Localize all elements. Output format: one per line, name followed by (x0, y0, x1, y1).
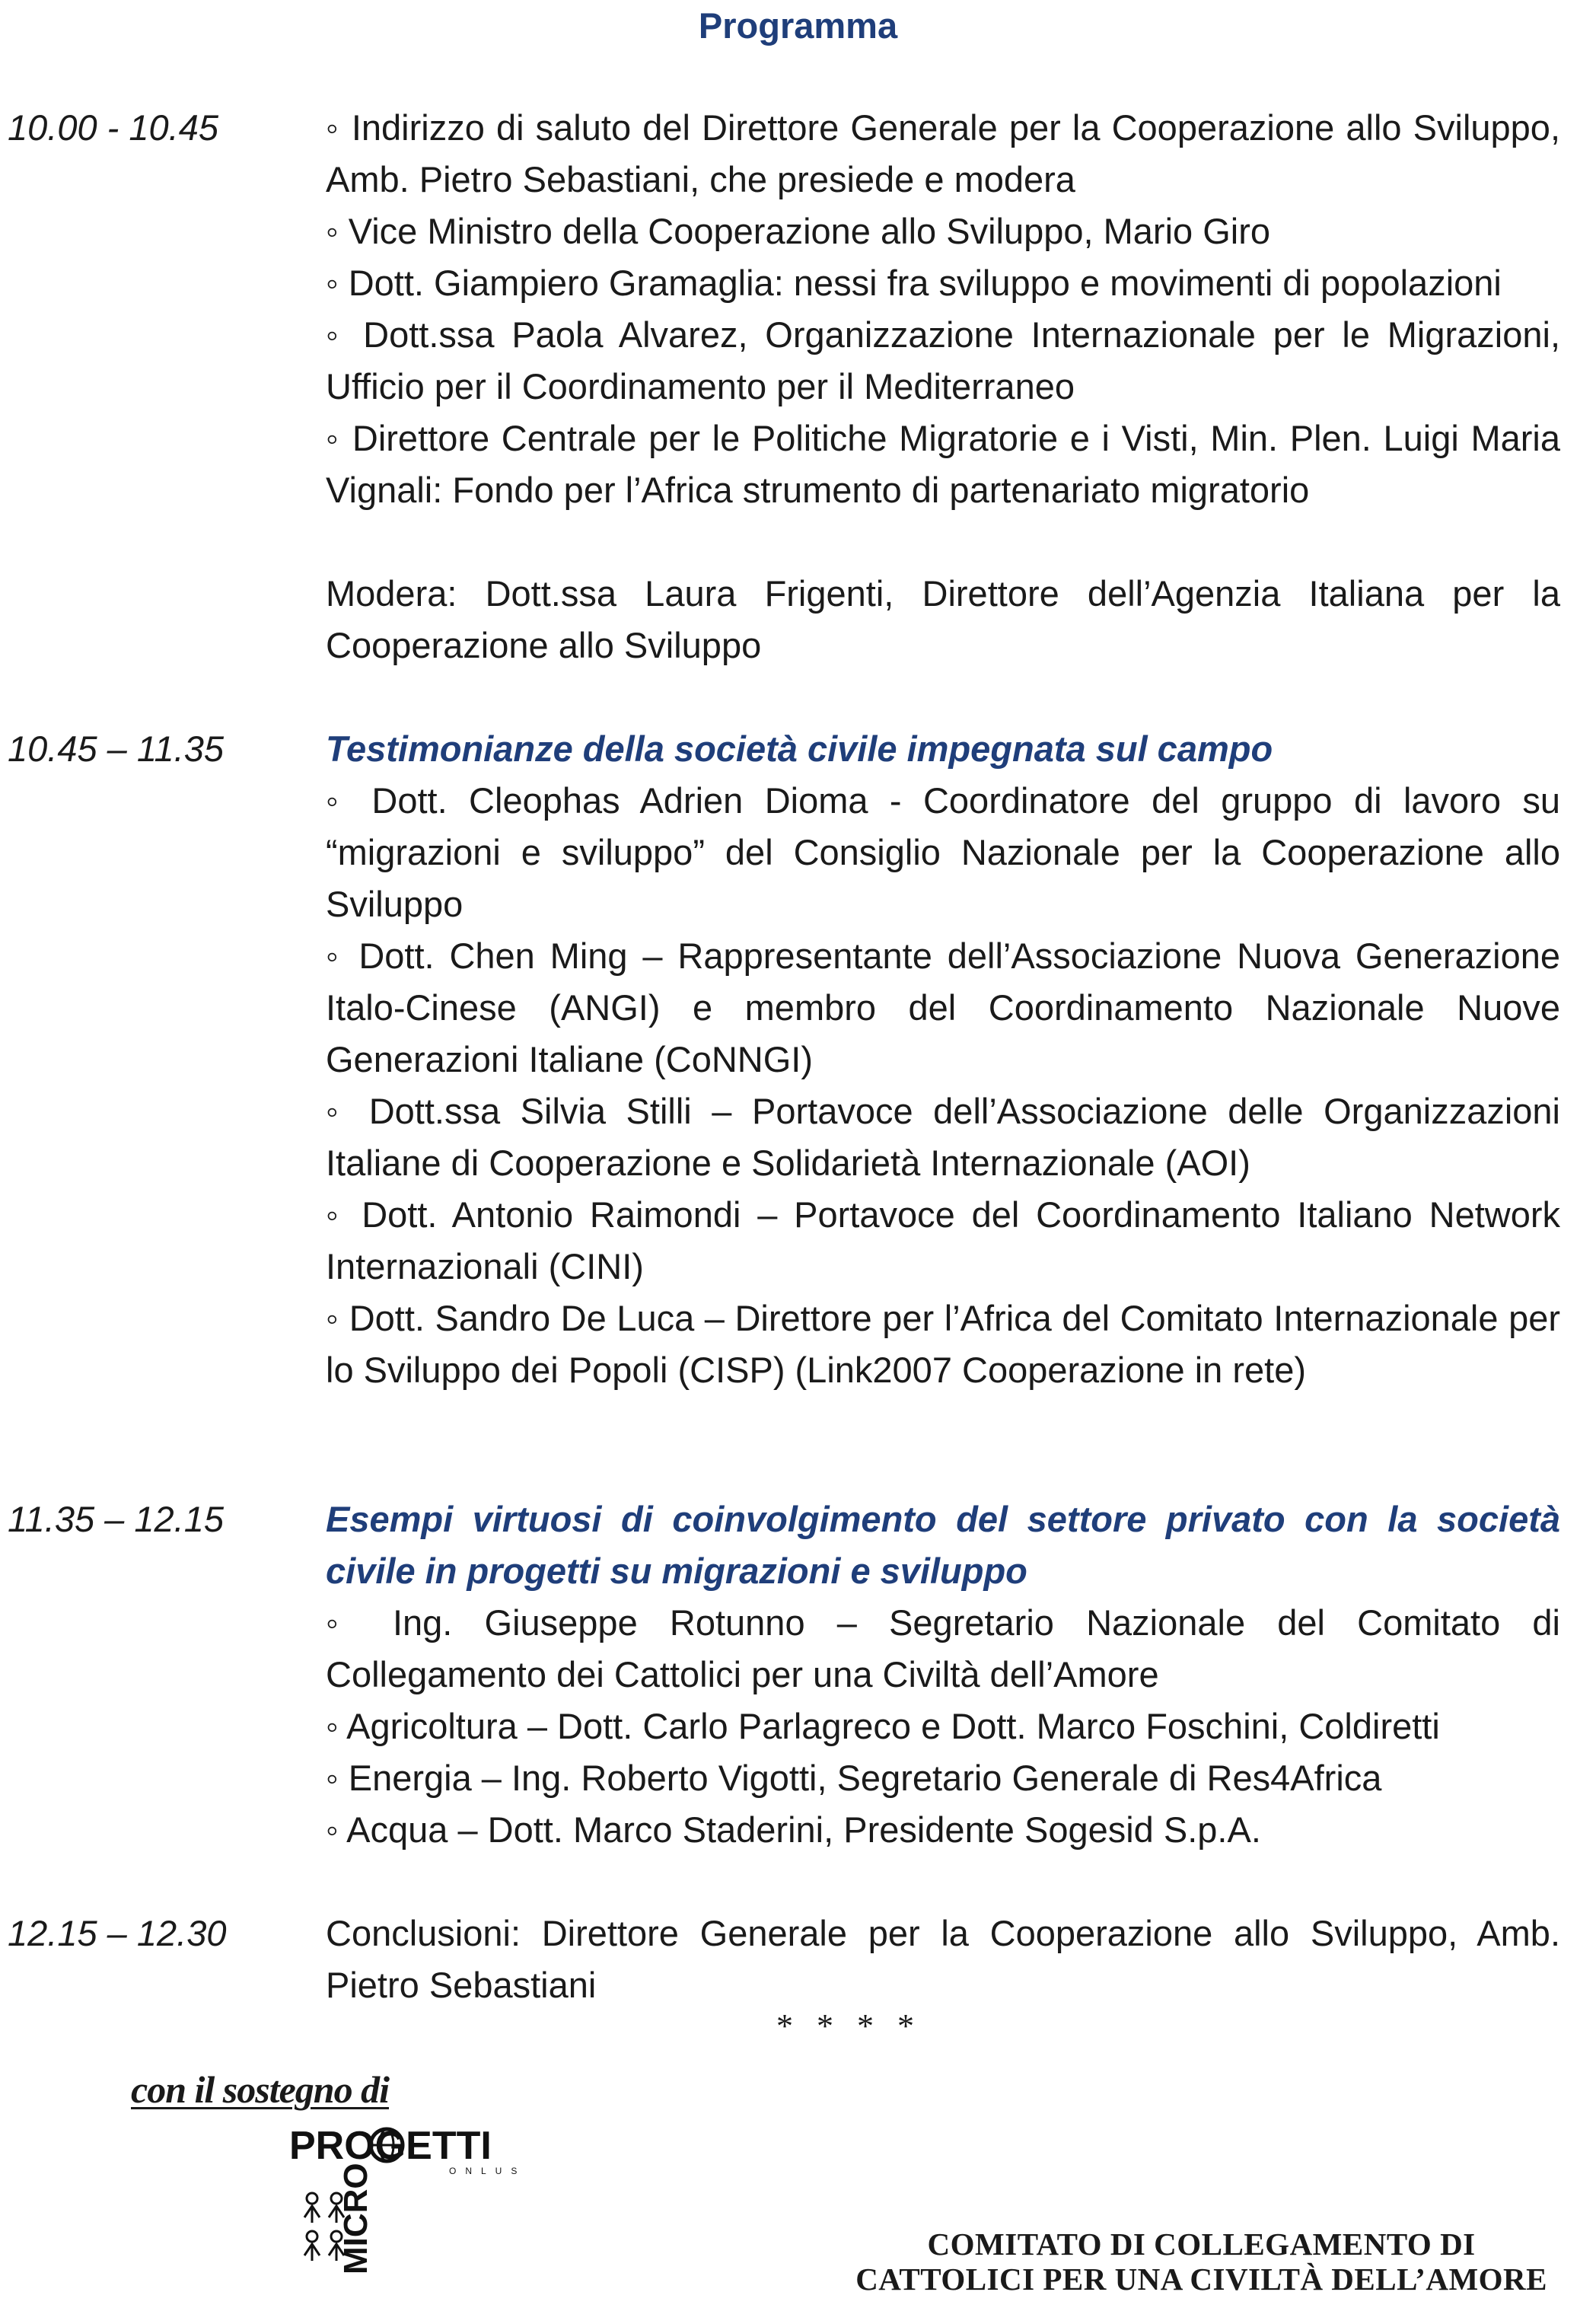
session-content (326, 723, 1560, 1396)
session-content (326, 1908, 1560, 2011)
agenda-item: ◦ Acqua – Dott. Marco Staderini, Presidente Sogesid S.p.A. (326, 1809, 1261, 1850)
logo-text-onlus: ONLUS (449, 2166, 527, 2176)
organizer-line-1: COMITATO DI COLLEGAMENTO DI (927, 2227, 1476, 2262)
agenda-item: ◦ Ing. Giuseppe Rotunno – Segretario Nazionale del Comitato di Collegamento dei Cattolici per una Civiltà dell’Amore (326, 1602, 1560, 1694)
agenda-item: ◦ Dott. Sandro De Luca – Direttore per l’Africa del Comitato Internazionale per lo Sviluppo dei Popoli (CISP) (Link2007 Cooperazione in rete) (326, 1298, 1560, 1390)
session-content (326, 1494, 1560, 1856)
agenda-item: ◦ Dott. Cleophas Adrien Dioma - Coordinatore del gruppo di lavoro su “migrazioni e sviluppo” del Consiglio Nazionale per la Cooperazione allo Sviluppo (326, 780, 1560, 924)
agenda-item: ◦ Agricoltura – Dott. Carlo Parlagreco e Dott. Marco Foschini, Coldiretti (326, 1706, 1440, 1746)
organizer-line-2: CATTOLICI PER UNA CIVILTÀ DELL’AMORE (855, 2262, 1547, 2297)
session-content (326, 102, 1560, 671)
logo-text-micro: MICRO (337, 2163, 374, 2275)
agenda-item: ◦ Dott. Chen Ming – Rappresentante dell’Associazione Nuova Generazione Italo-Cinese (ANGI) e membro del Coordinamento Nazionale Nuove Generazioni Italiane (CoNNGI) (326, 936, 1560, 1079)
session-heading: Esempi virtuosi di coinvolgimento del settore privato con la società civile in progetti su migrazioni e sviluppo (326, 1499, 1560, 1591)
session-time: 11.35 – 12.15 (8, 1499, 224, 1539)
agenda-item: ◦ Dott. Antonio Raimondi – Portavoce del Coordinamento Italiano Network Internazionali (CINI) (326, 1194, 1560, 1286)
agenda-item: ◦ Energia – Ing. Roberto Vigotti, Segretario Generale di Res4Africa (326, 1758, 1382, 1798)
progetti-micro-logo (289, 2122, 540, 2275)
page-title: Programma (698, 5, 898, 46)
conclusion-line: Conclusioni: Direttore Generale per la Cooperazione allo Sviluppo, Amb. Pietro Sebastiani (326, 1913, 1560, 2005)
moderator-line: Modera: Dott.ssa Laura Frigenti, Direttore dell’Agenzia Italiana per la Cooperazione allo Sviluppo (326, 573, 1560, 665)
separator-stars: * * * * (776, 2007, 922, 2045)
session-heading: Testimonianze della società civile impegnata sul campo (326, 728, 1273, 769)
agenda-item: ◦ Dott.ssa Paola Alvarez, Organizzazione Internazionale per le Migrazioni, Ufficio per il Coordinamento per il Mediterraneo (326, 314, 1560, 406)
session-time: 12.15 – 12.30 (8, 1913, 227, 1953)
agenda-item: ◦ Direttore Centrale per le Politiche Migratorie e i Visti, Min. Plen. Luigi Maria Vignali: Fondo per l’Africa strumento di partenariato migratorio (326, 418, 1560, 510)
agenda-item: ◦ Dott.ssa Silvia Stilli – Portavoce dell’Associazione delle Organizzazioni Italiane di Cooperazione e Solidarietà Internazionale (AOI) (326, 1091, 1560, 1183)
session-time: 10.45 – 11.35 (8, 728, 224, 769)
organizer-name (855, 2227, 1547, 2297)
sponsor-caption: con il sostegno di (131, 2068, 389, 2111)
agenda-item: ◦ Indirizzo di saluto del Direttore Generale per la Cooperazione allo Sviluppo, Amb. Pietro Sebastiani, che presiede e modera (326, 107, 1560, 199)
session-time: 10.00 - 10.45 (8, 107, 218, 148)
agenda-item: ◦ Dott. Giampiero Gramaglia: nessi fra sviluppo e movimenti di popolazioni (326, 263, 1502, 303)
logo-text-progetti: PROGETTI (289, 2124, 492, 2168)
agenda-item: ◦ Vice Ministro della Cooperazione allo Sviluppo, Mario Giro (326, 211, 1271, 251)
